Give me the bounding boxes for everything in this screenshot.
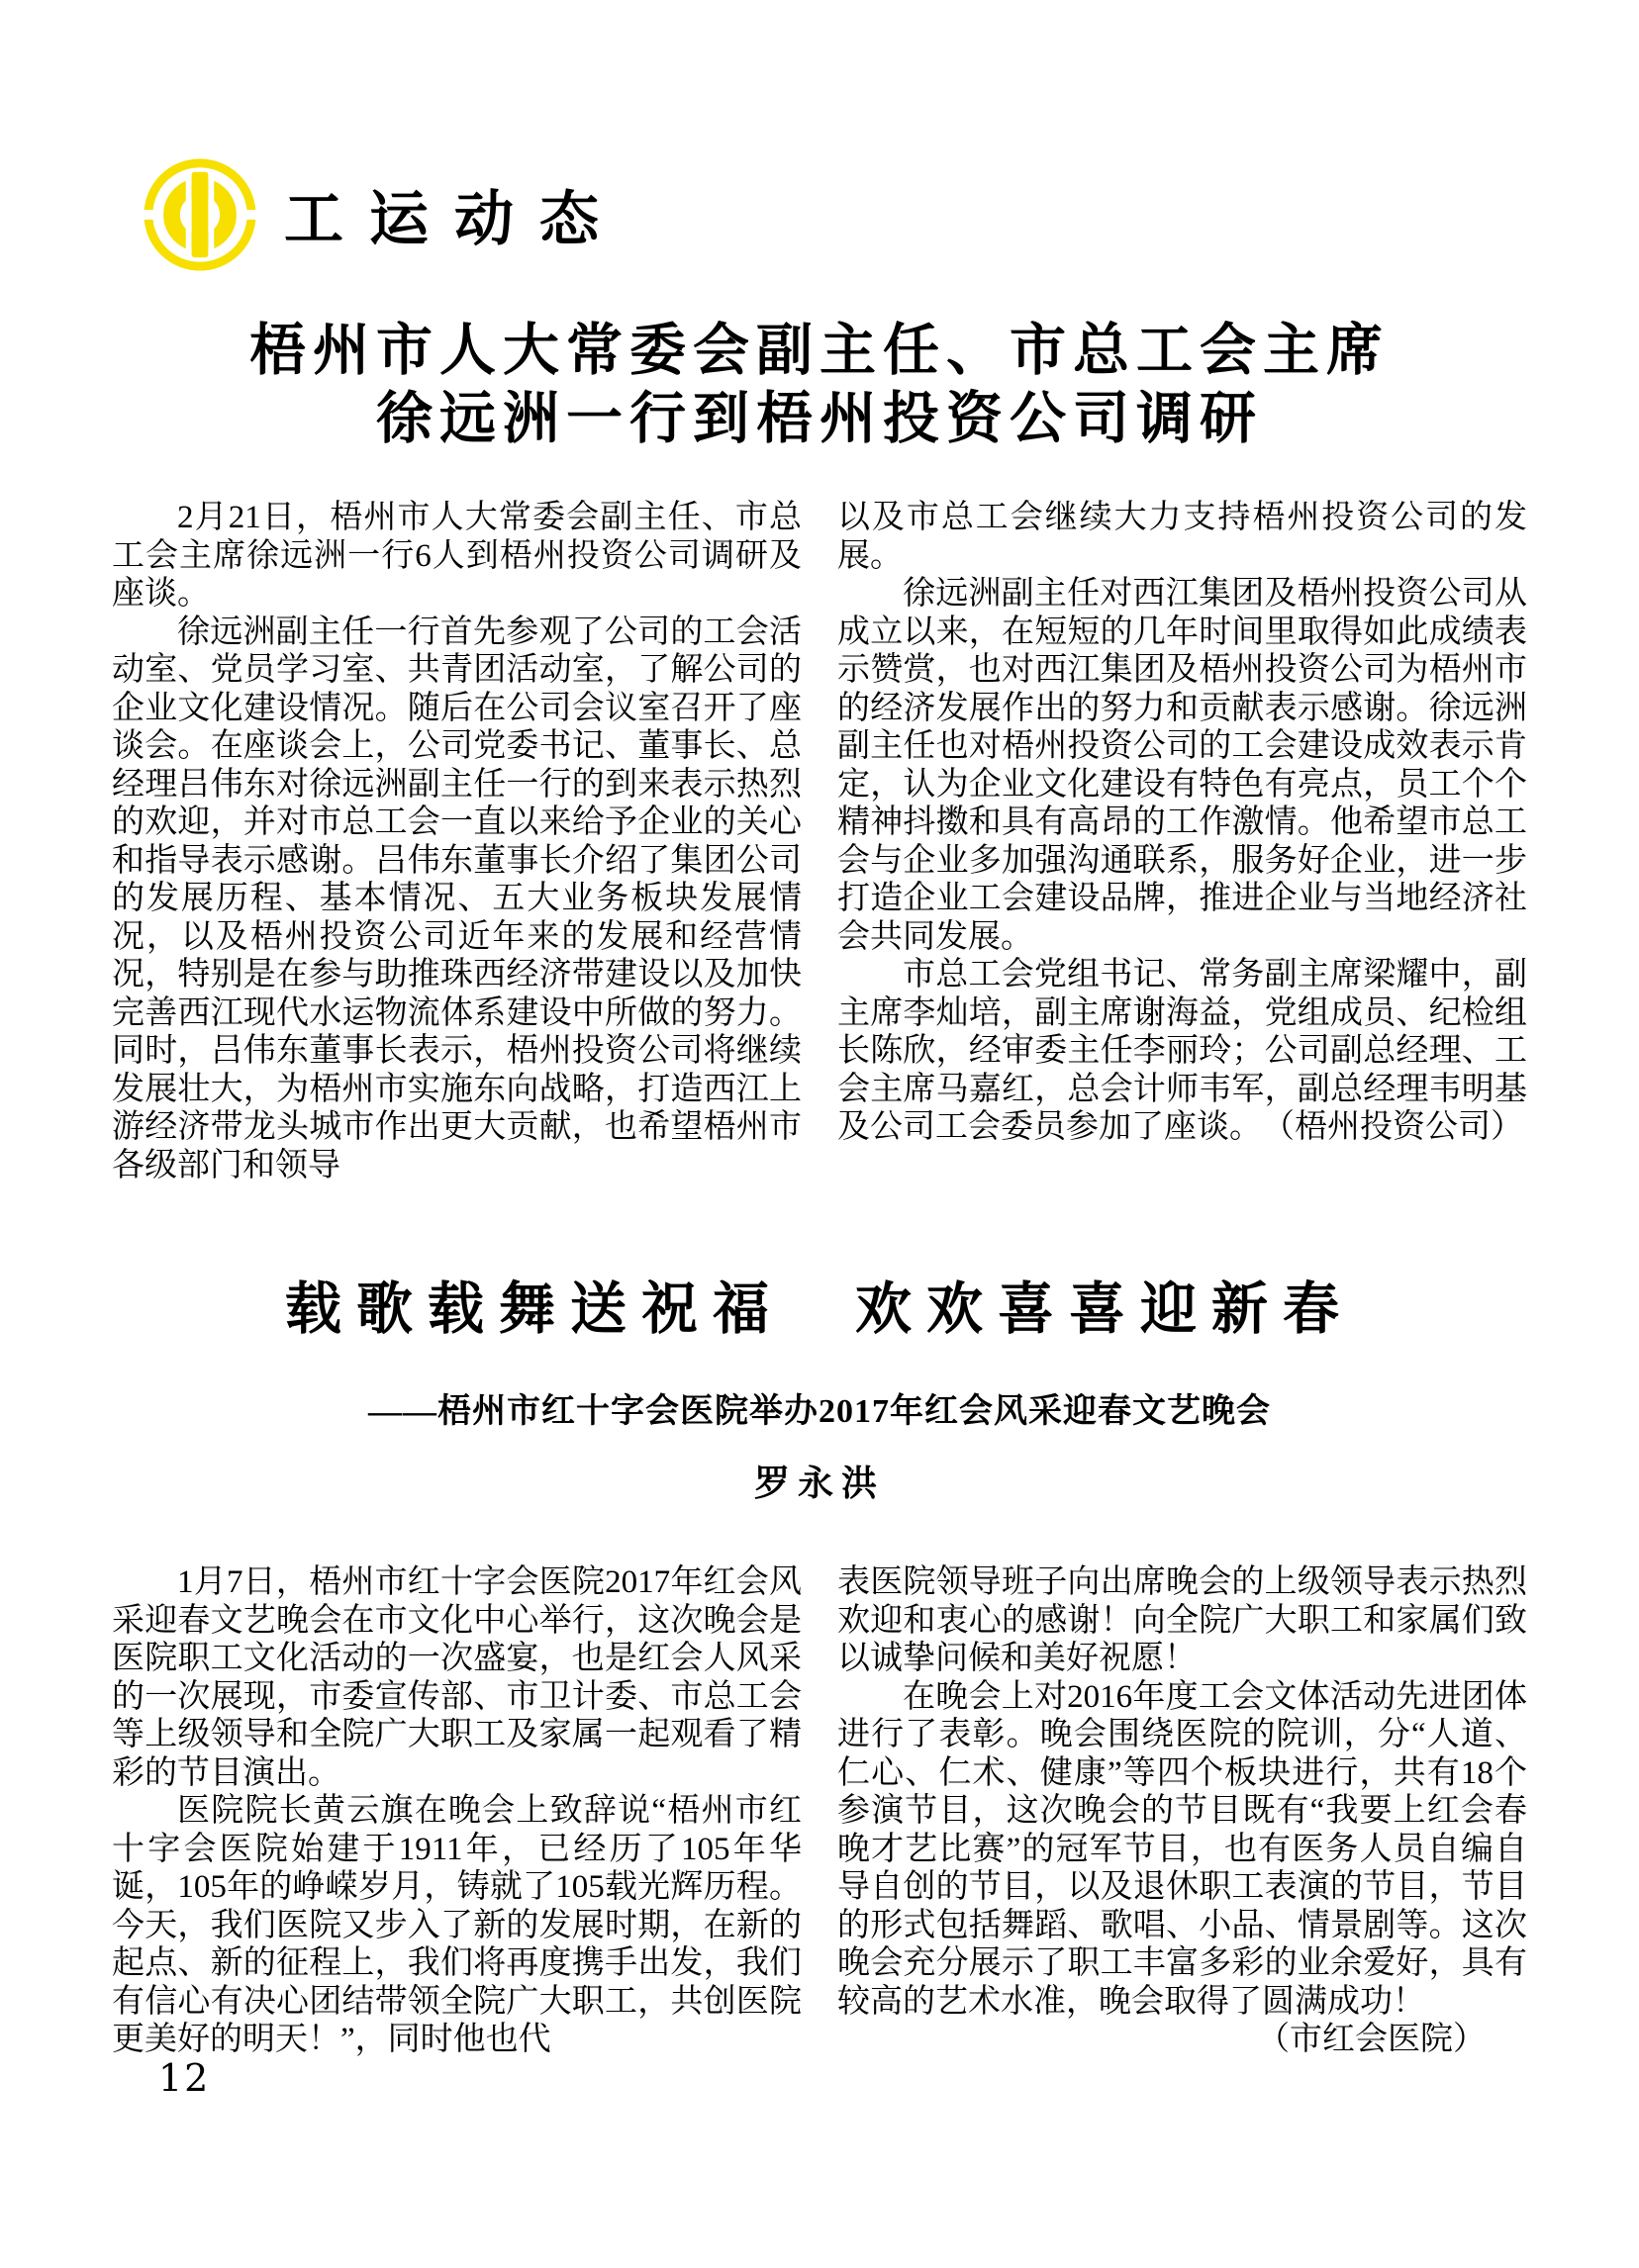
article1-paragraph-3: 徐远洲副主任对西江集团及梧州投资公司从成立以来，在短短的几年时间里取得如此成绩表示赞赏，也对西江集团及梧州投资公司为梧州市的经济发展作出的努力和贡献表示感谢。徐远洲副主任也对梧州投资公司的工会建设成效表示肯定，认为企业文化建设有特色有亮点，员工个个精神抖擞和具有高昂的工作激情。他希望市总工会与企业多加强沟通联系，服务好企业，进一步打造企业工会建设品牌，推进企业与当地经济社会共同发展。 xyxy=(837,576,1527,955)
article2-paragraph-2-continued: 表医院领导班子向出席晚会的上级领导表示热烈欢迎和衷心的感谢！向全院广大职工和家属们致以诚挚问候和美好祝愿！ xyxy=(837,1564,1527,1676)
article2-author: 罗永洪 xyxy=(753,1463,885,1503)
article1-column-right xyxy=(837,499,1527,1184)
article1-body xyxy=(112,499,1527,1184)
page-content xyxy=(112,0,1527,2059)
article2-paragraph-3: 在晚会上对2016年度工会文体活动先进团体进行了表彰。晚会围绕医院的院训，分“人道、仁心、仁术、健康”等四个板块进行，共有18个参演节目，这次晚会的节目既有“我要上红会春晚才艺比赛”的冠军节目，也有医务人员自编自导自创的节目，以及退休职工表演的节目，节目的形式包括舞蹈、歌唱、小品、情景剧等。这次晚会充分展示了职工丰富多彩的业余爱好，具有较高的艺术水准，晚会取得了圆满成功！ xyxy=(837,1678,1527,2020)
article2-column-left xyxy=(112,1563,802,2059)
article2-body xyxy=(112,1563,1527,2059)
article2-paragraph-2: 医院院长黄云旗在晚会上致辞说“梧州市红十字会医院始建于1911年，已经历了105年华诞，105年的峥嵘岁月，铸就了105载光辉历程。今天，我们医院又步入了新的发展时期，在新的起点、新的征程上，我们将再度携手出发，我们有信心有决心团结带领全院广大职工，共创医院更美好的明天！”，同时他也代 xyxy=(112,1793,802,2057)
article1-paragraph-1: 2月21日，梧州市人大常委会副主任、市总工会主席徐远洲一行6人到梧州投资公司调研及座谈。 xyxy=(112,500,802,612)
article1-column-left xyxy=(112,499,802,1184)
article1-title-line2: 徐远洲一行到梧州投资公司调研 xyxy=(376,388,1263,450)
article1-paragraph-2-continued: 以及市总工会继续大力支持梧州投资公司的发展。 xyxy=(837,500,1527,574)
article2-title: 载歌载舞送祝福 欢欢喜喜迎新春 xyxy=(285,1278,1354,1341)
article2-subtitle: ——梧州市红十字会医院举办2017年红会风采迎春文艺晚会 xyxy=(368,1393,1271,1430)
trade-union-emblem-icon xyxy=(142,156,258,273)
article2-column-right xyxy=(837,1563,1527,2059)
article1-title xyxy=(112,317,1527,453)
page-number: 12 xyxy=(158,2056,211,2100)
masthead-title: 工运动态 xyxy=(284,187,625,252)
article1-paragraph-2: 徐远洲副主任一行首先参观了公司的工会活动室、党员学习室、共青团活动室，了解公司的企业文化建设情况。随后在公司会议室召开了座谈会。在座谈会上，公司党委书记、董事长、总经理吕伟东对徐远洲副主任一行的到来表示热烈的欢迎，并对市总工会一直以来给予企业的关心和指导表示感谢。吕伟东董事长介绍了集团公司的发展历程、基本情况、五大业务板块发展情况，以及梧州投资公司近年来的发展和经营情况，特别是在参与助推珠西经济带建设以及加快完善西江现代水运物流体系建设中所做的努力。同时，吕伟东董事长表示，梧州投资公司将继续发展壮大，为梧州市实施东向战略，打造西江上游经济带龙头城市作出更大贡献，也希望梧州市各级部门和领导 xyxy=(112,614,802,1183)
article1-title-line1: 梧州市人大常委会副主任、市总工会主席 xyxy=(249,320,1390,382)
article2-signoff: （市红会医院） xyxy=(1257,2022,1486,2057)
article2-paragraph-1: 1月7日，梧州市红十字会医院2017年红会风采迎春文艺晚会在市文化中心举行，这次晚会是医院职工文化活动的一次盛宴，也是红会人风采的一次展现，市委宣传部、市卫计委、市总工会等上级领导和全院广大职工及家属一起观看了精彩的节目演出。 xyxy=(112,1564,802,1791)
masthead xyxy=(142,0,1527,273)
article1-paragraph-4: 市总工会党组书记、常务副主席梁耀中，副主席李灿培，副主席谢海益，党组成员、纪检组长陈欣，经审委主任李丽玲；公司副总经理、工会主席马嘉红，总会计师韦军，副总经理韦明基及公司工会委员参加了座谈。 （梧州投资公司） xyxy=(837,957,1527,1145)
